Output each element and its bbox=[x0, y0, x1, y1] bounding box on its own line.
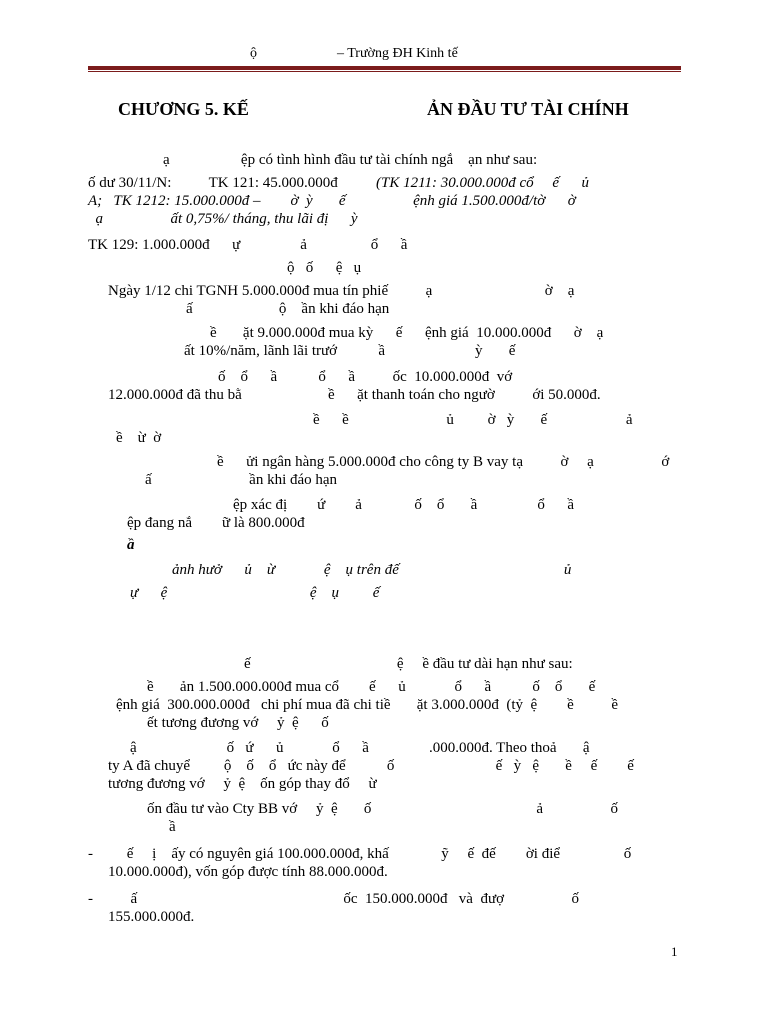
page-header bbox=[0, 44, 768, 64]
header-right: – Trường ĐH Kinh tế bbox=[337, 46, 458, 61]
header-rule-thin bbox=[88, 71, 681, 72]
text-line: (TK 1211: 30.000.000đ cổ ế ủ bbox=[376, 175, 590, 191]
text-line: ệnh giá 300.000.000đ chi phí mua đã chi tiề ặt 3.000.000đ (tỷ ệ ề ề bbox=[116, 697, 618, 713]
text-line: ty A đã chuyể ộ ố ổ ức này để ố ế ỳ ệ ề ế ế bbox=[108, 758, 634, 774]
text-line: ậ ố ứ ủ ổ ầ .000.000đ. Theo thoả ậ bbox=[130, 740, 590, 756]
text-line: - ấ ốc 150.000.000đ và đượ ố bbox=[88, 891, 580, 907]
text-line: ạ ệp có tình hình đầu tư tài chính ngắ ạn như sau: bbox=[163, 152, 538, 168]
text-line: ệp xác đị ứ ả ố ổ ầ ổ ầ bbox=[233, 497, 574, 513]
text-line: ảnh hưở ủ ừ ệ ụ trên đế ủ bbox=[172, 562, 572, 578]
text-line: ề ừ ờ bbox=[116, 430, 162, 446]
text-line: ầ bbox=[127, 537, 135, 553]
text-line: ự ệ ệ ụ ế bbox=[130, 585, 380, 601]
text-line: ấ ộ ần khi đáo hạn bbox=[186, 301, 390, 317]
text-line: ề ản 1.500.000.000đ mua cổ ế ủ ổ ầ ố ổ ế bbox=[147, 679, 596, 695]
text-line: ố ổ ầ ổ ầ ốc 10.000.000đ vớ bbox=[218, 369, 513, 385]
text-line: ề ặt 9.000.000đ mua kỳ ế ệnh giá 10.000.000đ ờ ạ bbox=[210, 325, 604, 341]
text-line: - ế ị ấy có nguyên giá 100.000.000đ, khấ ỹ ế đế ời điể ố bbox=[88, 846, 632, 862]
chapter-title-right: ẢN ĐẦU TƯ TÀI CHÍNH bbox=[427, 99, 629, 119]
text-line: ộ ố ệ ụ bbox=[287, 260, 362, 276]
chapter-title-left: CHƯƠNG 5. KẾ bbox=[118, 99, 249, 119]
text-line: A; TK 1212: 15.000.000đ – ờ ỳ ế ệnh giá 1.500.000đ/tờ ờ bbox=[88, 193, 576, 209]
text-line: tương đương vớ ỷ ệ ốn góp thay đổ ừ bbox=[108, 776, 377, 792]
text-line: ề ề ủ ờ ỳ ế ả bbox=[313, 412, 633, 428]
header-left: ộ bbox=[250, 46, 257, 61]
text-line: ấ ần khi đáo hạn bbox=[145, 472, 338, 488]
text-line: ệp đang nắ ữ là 800.000đ bbox=[127, 515, 305, 531]
text-line: 155.000.000đ. bbox=[108, 909, 195, 925]
text-line: ế ệ ề đầu tư dài hạn như sau: bbox=[244, 656, 573, 672]
text-line: 12.000.000đ đã thu bằ ề ặt thanh toán cho ngườ ới 50.000đ. bbox=[108, 387, 601, 403]
text-line: ố dư 30/11/N: TK 121: 45.000.000đ bbox=[88, 175, 342, 191]
text-line: ề ửi ngân hàng 5.000.000đ cho công ty B vay tạ ờ ạ ớ bbox=[217, 454, 670, 470]
text-line: ầ bbox=[169, 819, 176, 835]
text-line: ất 10%/năm, lãnh lãi trướ ầ ỳ ế bbox=[184, 343, 516, 359]
header-rule bbox=[88, 66, 681, 70]
page-number: 1 bbox=[671, 944, 678, 959]
text-line: ạ ất 0,75%/ tháng, thu lãi đị ỳ bbox=[88, 211, 358, 227]
text-line: Ngày 1/12 chi TGNH 5.000.000đ mua tín phiế ạ ờ ạ bbox=[108, 283, 575, 299]
text-line: ốn đầu tư vào Cty BB vớ ỷ ệ ố ả ố bbox=[147, 801, 619, 817]
text-line: TK 129: 1.000.000đ ự ả ổ ầ bbox=[88, 237, 408, 253]
text-line: 10.000.000đ), vốn góp được tính 88.000.000đ. bbox=[108, 864, 388, 880]
text-line: ết tương đương vớ ỷ ệ ố bbox=[147, 715, 329, 731]
